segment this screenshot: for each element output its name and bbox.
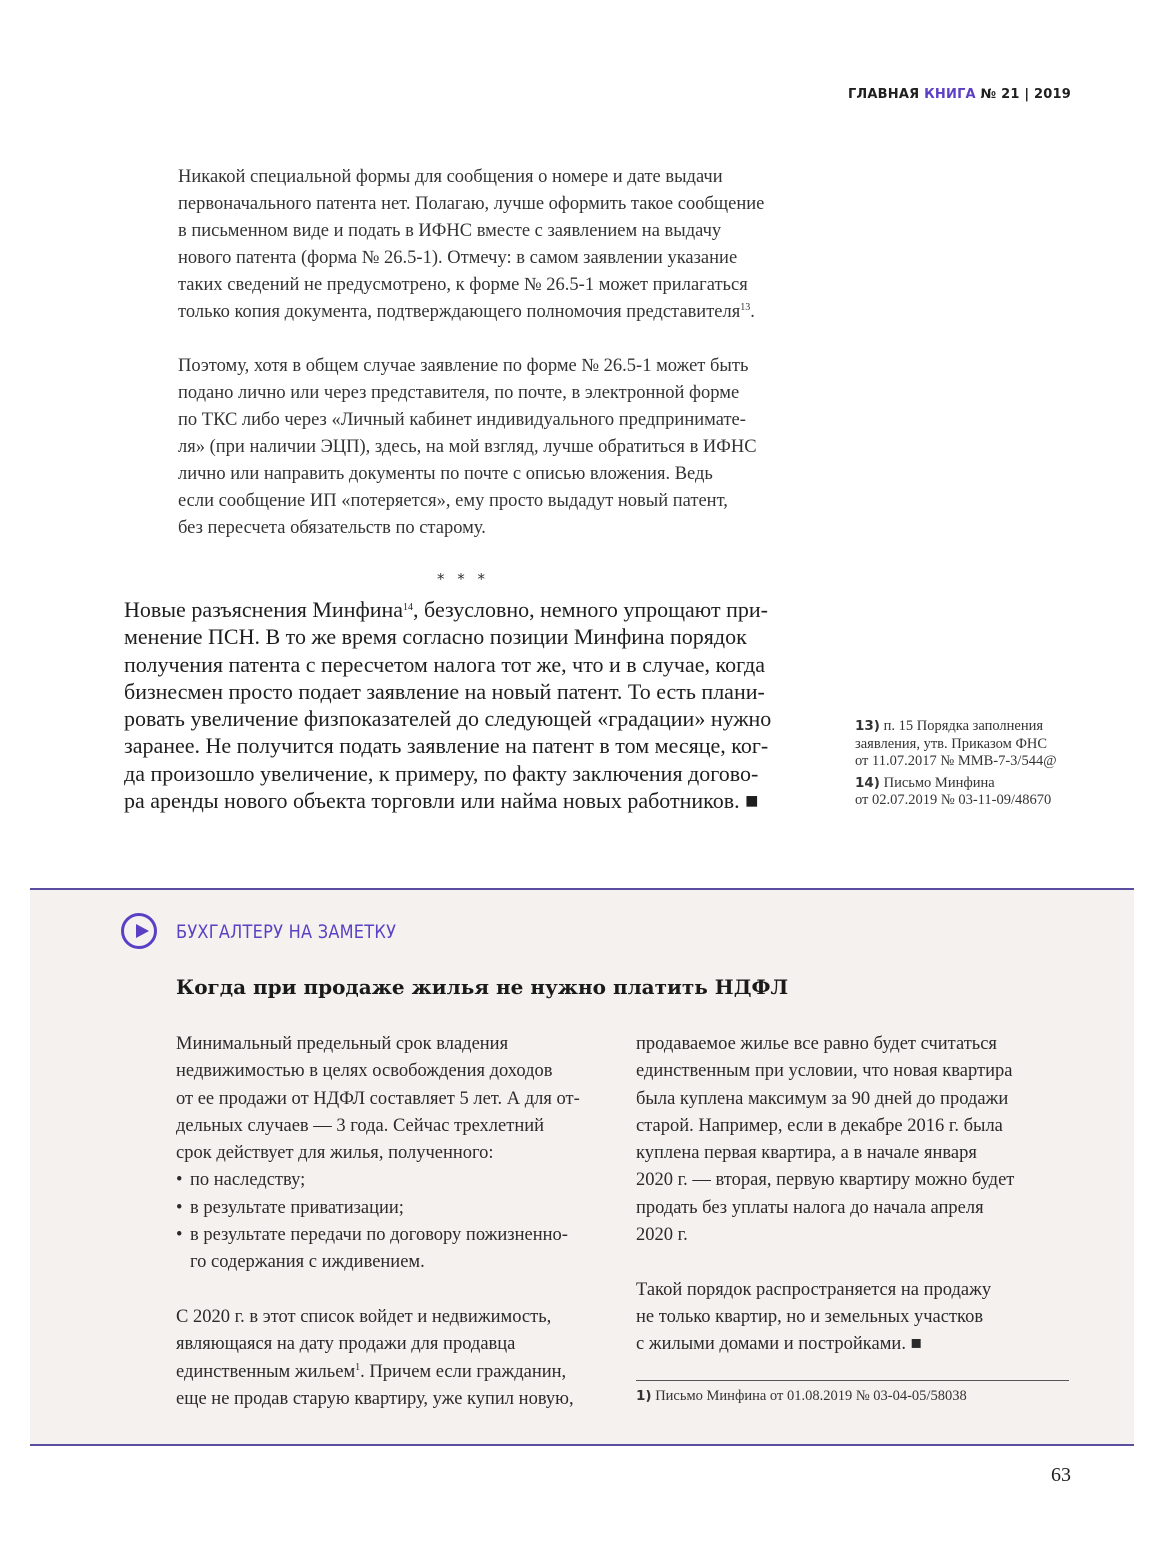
text-line: Минимальный предельный срок владения <box>176 1034 509 1054</box>
footnote-text: Письмо Минфина от 01.08.2019 № 03-04-05/58038 <box>655 1388 967 1404</box>
text-line: если сообщение ИП «потеряется», ему просто выдадут новый патент, <box>178 491 728 511</box>
text-line <box>176 1359 616 1386</box>
footnote-ref-13[interactable]: 13 <box>740 302 751 313</box>
text-line <box>855 775 1085 793</box>
text-line: заранее. Не получится подать заявление на патент в том месяце, ког- <box>124 733 769 759</box>
text-line <box>855 718 1085 736</box>
footnote-ref-14[interactable]: 14 <box>403 602 414 613</box>
box-left-column <box>176 1031 616 1413</box>
text-line: продать без уплаты налога до начала апреля <box>636 1197 984 1218</box>
footnote-divider <box>636 1380 1069 1381</box>
box-label: БУХГАЛТЕРУ НА ЗАМЕТКУ <box>176 921 397 943</box>
text-segment: только копия документа, подтверждающего полномочия представителя <box>178 302 741 322</box>
section-separator: * * * <box>436 570 490 588</box>
footnote-14 <box>855 775 1085 810</box>
box-right-column <box>636 1031 1076 1359</box>
text-line: нового патента (форма № 26.5-1). Отмечу: в самом заявлении указание <box>178 248 738 268</box>
text-line: срок действует для жилья, полученного: <box>176 1143 494 1164</box>
bullet-item: • по наследству; <box>176 1167 616 1194</box>
text-line: С 2020 г. в этот список войдет и недвижимость, <box>176 1306 552 1327</box>
text-line: от 11.07.2017 № ММВ-7-3/544@ <box>855 753 1057 769</box>
magazine-name-part1: ГЛАВНАЯ <box>847 87 920 102</box>
text-line: таких сведений не предусмотрено, к форме № 26.5-1 может прилагаться <box>178 275 748 295</box>
issue-number: № 21 | 2019 <box>980 87 1071 102</box>
text-line: была куплена максимум за 90 дней до продажи <box>636 1088 1009 1109</box>
box-footnote-1 <box>636 1388 967 1405</box>
footnote-number: 13) <box>855 718 880 734</box>
running-header <box>848 87 1071 102</box>
text-line: недвижимостью в целях освобождения доходов <box>176 1061 553 1082</box>
side-footnotes <box>855 718 1085 814</box>
text-segment: Новые разъяснения Минфина <box>124 597 404 622</box>
text-line: лично или направить документы по почте с описью вложения. Ведь <box>178 464 713 484</box>
text-line: да произошло увеличение, к примеру, по факту заключения догово- <box>124 760 759 786</box>
text-line: Поэтому, хотя в общем случае заявление по форме № 26.5-1 может быть <box>178 356 749 376</box>
text-line: менение ПСН. В то же время согласно позиции Минфина порядок <box>124 624 747 650</box>
footnote-13 <box>855 718 1085 771</box>
text-line: с жилыми домами и постройками. ■ <box>636 1334 922 1355</box>
bullet-item: • в результате приватизации; <box>176 1195 616 1222</box>
text-line: старой. Например, если в декабре 2016 г. была <box>636 1115 1003 1136</box>
page-number: 63 <box>1051 1464 1071 1486</box>
text-line: первоначального патента нет. Полагаю, лучше оформить такое сообщение <box>178 194 765 214</box>
text-line: подано лично или через представителя, по почте, в электронной форме <box>178 383 740 403</box>
expert-quote-paragraph-2 <box>178 353 818 542</box>
bullet-item: • в результате передачи по договору пожизненно- <box>176 1222 616 1249</box>
text-segment: . Причем если гражданин, <box>360 1361 567 1382</box>
text-line: ля» (при наличии ЭЦП), здесь, на мой взгляд, лучше обратиться в ИФНС <box>178 437 757 457</box>
text-line: по ТКС либо через «Личный кабинет индивидуального предпринимате- <box>178 410 746 430</box>
text-line: куплена первая квартира, а в начале января <box>636 1143 977 1164</box>
text-line: 2020 г. <box>636 1225 688 1246</box>
text-line: бизнесмен просто подает заявление на новый патент. То есть плани- <box>124 678 765 704</box>
text-line: заявления, утв. Приказом ФНС <box>855 735 1048 752</box>
footnote-ref-1[interactable]: 1 <box>355 1361 361 1373</box>
text-line: Никакой специальной формы для сообщения о номере и дате выдачи <box>178 167 723 187</box>
text-line: дельных случаев — 3 года. Сейчас трехлетний <box>176 1115 545 1136</box>
text-line: являющаяся на дату продажи для продавца <box>176 1334 516 1355</box>
main-paragraph <box>124 596 814 814</box>
text-line: не только квартир, но и земельных участков <box>636 1306 984 1327</box>
text-segment: единственным жильем <box>176 1361 356 1382</box>
footnote-number: 1) <box>636 1388 652 1404</box>
text-line: без пересчета обязательств по старому. <box>178 518 486 538</box>
text-segment: , безусловно, немного упрощают при- <box>413 597 768 622</box>
text-line: еще не продав старую квартиру, уже купил новую, <box>176 1388 574 1409</box>
text-line: единственным при условии, что новая квартира <box>636 1061 1013 1082</box>
text-line: получения патента с пересчетом налога тот же, что и в случае, когда <box>124 651 765 677</box>
play-icon <box>121 913 157 949</box>
text-line <box>124 596 814 623</box>
magazine-name-part2: КНИГА <box>924 87 976 102</box>
bullet-item-continuation: го содержания с иждивением. <box>190 1252 425 1273</box>
text-line: от ее продажи от НДФЛ составляет 5 лет. А для от- <box>176 1088 580 1109</box>
text-line: ровать увеличение физпоказателей до следующей «градации» нужно <box>124 706 772 732</box>
text-line <box>178 299 818 326</box>
footnote-number: 14) <box>855 774 880 791</box>
text-line: Такой порядок распространяется на продажу <box>636 1279 992 1300</box>
text-line: ра аренды нового объекта торговли или найма новых работников. ■ <box>124 788 759 814</box>
box-title: Когда при продаже жилья не нужно платить НДФЛ <box>176 975 789 999</box>
text-segment: . <box>750 302 755 322</box>
text-line: 2020 г. — вторая, первую квартиру можно будет <box>636 1170 1015 1191</box>
text-line: от 02.07.2019 № 03-11-09/48670 <box>855 792 1052 808</box>
text-line: в письменном виде и подать в ИФНС вместе с заявлением на выдачу <box>178 221 722 241</box>
expert-quote-paragraph-1 <box>178 164 818 326</box>
text-segment: Письмо Минфина <box>883 774 995 791</box>
text-line: продаваемое жилье все равно будет считаться <box>636 1034 997 1054</box>
text-segment: п. 15 Порядка заполнения <box>883 718 1044 734</box>
